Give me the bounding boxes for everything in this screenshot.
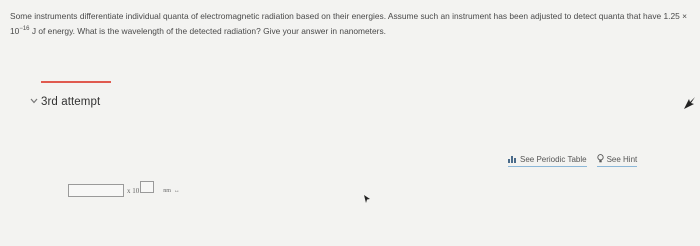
attempt-progress-bar: [41, 81, 111, 83]
cursor-icon: [683, 96, 697, 110]
question-exponent: −16: [19, 26, 30, 32]
see-periodic-table-link[interactable]: [508, 155, 587, 167]
attempt-header[interactable]: [30, 96, 100, 108]
see-hint-label: See Hint: [606, 155, 638, 164]
chevron-down-icon[interactable]: [30, 98, 38, 106]
times-ten-label: x 10: [127, 186, 140, 195]
question-part2: J of energy. What is the wavelength of the detected radiation? Give your answer in nanometers.: [29, 26, 386, 36]
unit-label: nm: [163, 187, 171, 194]
exponent-input[interactable]: [140, 181, 154, 193]
unit-dropdown-icon[interactable]: ↔: [173, 187, 180, 194]
see-hint-link[interactable]: [597, 154, 638, 167]
tools-bar: [508, 154, 637, 167]
bar-chart-icon: [508, 155, 517, 166]
attempt-label: 3rd attempt: [41, 96, 101, 108]
see-periodic-table-label: See Periodic Table: [520, 155, 587, 164]
question-text: [10, 9, 690, 39]
question-part1: Some instruments differentiate individual quanta of electromagnetic radiation based on their energies. Assume such an instrument has been adjusted to detect quanta that have 1.25 × 10: [10, 11, 688, 36]
answer-row: [68, 184, 180, 197]
lightbulb-icon: [597, 154, 604, 166]
pointer-icon: [364, 195, 371, 203]
coefficient-input[interactable]: [68, 184, 124, 197]
